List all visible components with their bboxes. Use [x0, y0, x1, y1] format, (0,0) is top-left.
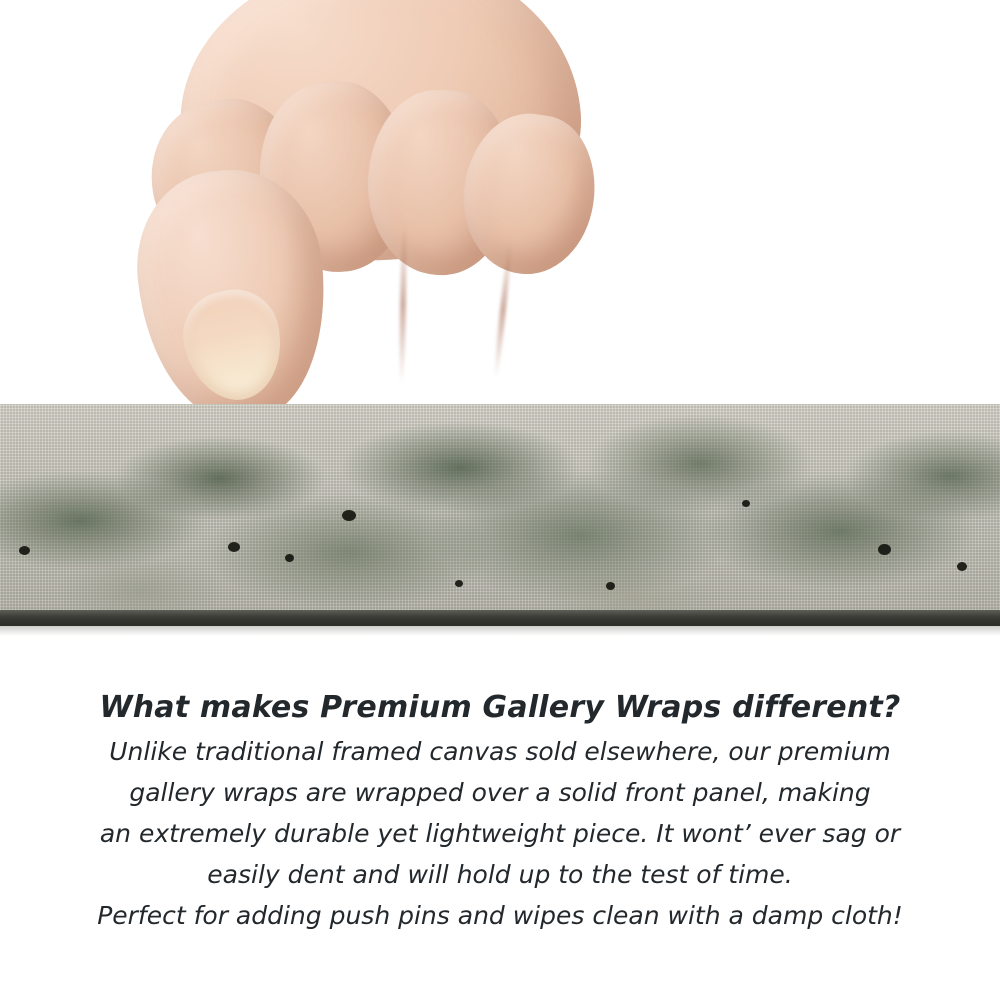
canvas-panel-edge [0, 610, 1000, 626]
fingernail [175, 281, 292, 409]
paint-speck [957, 562, 967, 571]
caption-block [0, 690, 1000, 936]
paint-speck [455, 580, 463, 587]
caption-body [0, 731, 1000, 936]
paint-speck [228, 542, 240, 552]
canvas-drop-shadow [0, 626, 1000, 636]
paint-speck [285, 554, 294, 562]
caption-line: gallery wraps are wrapped over a solid front panel, making [129, 778, 871, 807]
paint-speck [342, 510, 356, 521]
canvas-printed-surface [0, 404, 1000, 616]
canvas-wrap-edge [0, 404, 1000, 632]
paint-speck [19, 546, 30, 555]
paint-speck [606, 582, 615, 590]
caption-line: easily dent and will hold up to the test of time. [207, 860, 793, 889]
paint-speck [742, 500, 750, 507]
paint-speck [878, 544, 891, 555]
hand-illustration [120, 0, 590, 430]
caption-line: an extremely durable yet lightweight piece. It wont’ ever sag or [99, 819, 901, 848]
caption-line: Perfect for adding push pins and wipes clean with a damp cloth! [97, 901, 903, 930]
caption-line: Unlike traditional framed canvas sold elsewhere, our premium [109, 737, 891, 766]
caption-heading: What makes Premium Gallery Wraps different? [99, 690, 901, 725]
